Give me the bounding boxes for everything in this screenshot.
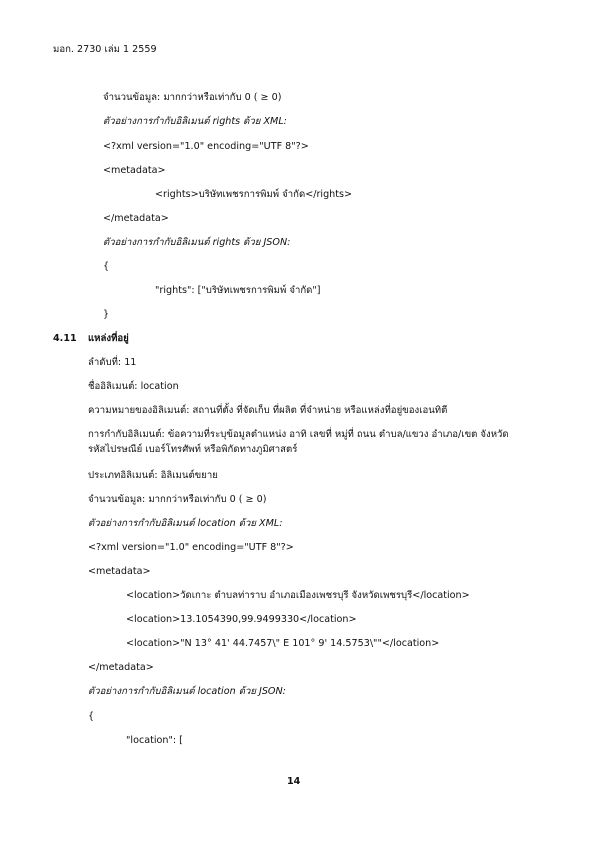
rights-xml-line: <rights>บริษัทเพชรการพิมพ์ จำกัด</rights> — [155, 189, 353, 200]
usage-line-2: รหัสไปรษณีย์ เบอร์โทรศัพท์ หรือพิกัดทางภูมิศาสตร์ — [88, 444, 298, 455]
xml-declaration: <?xml version="1.0" encoding="UTF 8"?> — [103, 141, 309, 152]
section-number: 4.11 — [53, 333, 77, 344]
count-line-2: จำนวนข้อมูล: มากกว่าหรือเท่ากับ 0 ( ≥ 0) — [88, 494, 267, 505]
usage-line-1: การกำกับอิลิเมนต์: ข้อความที่ระบุข้อมูลตำแหน่ง อาทิ เลขที่ หมู่ที่ ถนน ตำบล/แขวง อำเภอ/เขต จังหวัด — [88, 429, 509, 440]
json-example-caption: ตัวอย่างการกำกับอิลิเมนต์ rights ด้วย JSON: — [103, 237, 291, 248]
json-brace-close: } — [103, 309, 110, 320]
metadata-open-tag-2: <metadata> — [88, 566, 151, 577]
element-name-line: ชื่ออิลิเมนต์: location — [88, 381, 179, 392]
page-number: 14 — [287, 776, 301, 787]
element-type-line: ประเภทอิลิเมนต์: อิลิเมนต์ขยาย — [88, 470, 218, 481]
location-xml-line-3: <location>"N 13° 41' 44.7457\" E 101° 9' 14.5753\""</location> — [126, 638, 440, 649]
location-json-line: "location": [ — [126, 735, 183, 746]
json-brace-open: { — [103, 261, 110, 272]
location-json-caption: ตัวอย่างการกำกับอิลิเมนต์ location ด้วย JSON: — [88, 686, 286, 697]
meaning-line: ความหมายของอิลิเมนต์: สถานที่ตั้ง ที่จัดเก็บ ที่ผลิต ที่จำหน่าย หรือแหล่งที่อยู่ของเอนทิตี — [88, 405, 448, 416]
xml-declaration-2: <?xml version="1.0" encoding="UTF 8"?> — [88, 542, 294, 553]
doc-id: มอก. 2730 เล่ม 1 2559 — [53, 44, 157, 55]
location-xml-line-1: <location>วัดเกาะ ตำบลท่าราบ อำเภอเมืองเพชรบุรี จังหวัดเพชรบุรี</location> — [126, 590, 470, 601]
metadata-close-tag-2: </metadata> — [88, 662, 154, 673]
section-title: แหล่งที่อยู่ — [88, 333, 129, 344]
json-brace-open-2: { — [88, 711, 95, 722]
metadata-open-tag: <metadata> — [103, 165, 166, 176]
metadata-close-tag: </metadata> — [103, 213, 169, 224]
location-xml-caption: ตัวอย่างการกำกับอิลิเมนต์ location ด้วย XML: — [88, 518, 283, 529]
rights-json-line: "rights": ["บริษัทเพชรการพิมพ์ จำกัด"] — [155, 285, 321, 296]
location-xml-line-2: <location>13.1054390,99.9499330</location> — [126, 614, 357, 625]
xml-example-caption: ตัวอย่างการกำกับอิลิเมนต์ rights ด้วย XML: — [103, 116, 287, 127]
count-line: จำนวนข้อมูล: มากกว่าหรือเท่ากับ 0 ( ≥ 0) — [103, 92, 282, 103]
sequence-line: ลำดับที่: 11 — [88, 357, 137, 368]
